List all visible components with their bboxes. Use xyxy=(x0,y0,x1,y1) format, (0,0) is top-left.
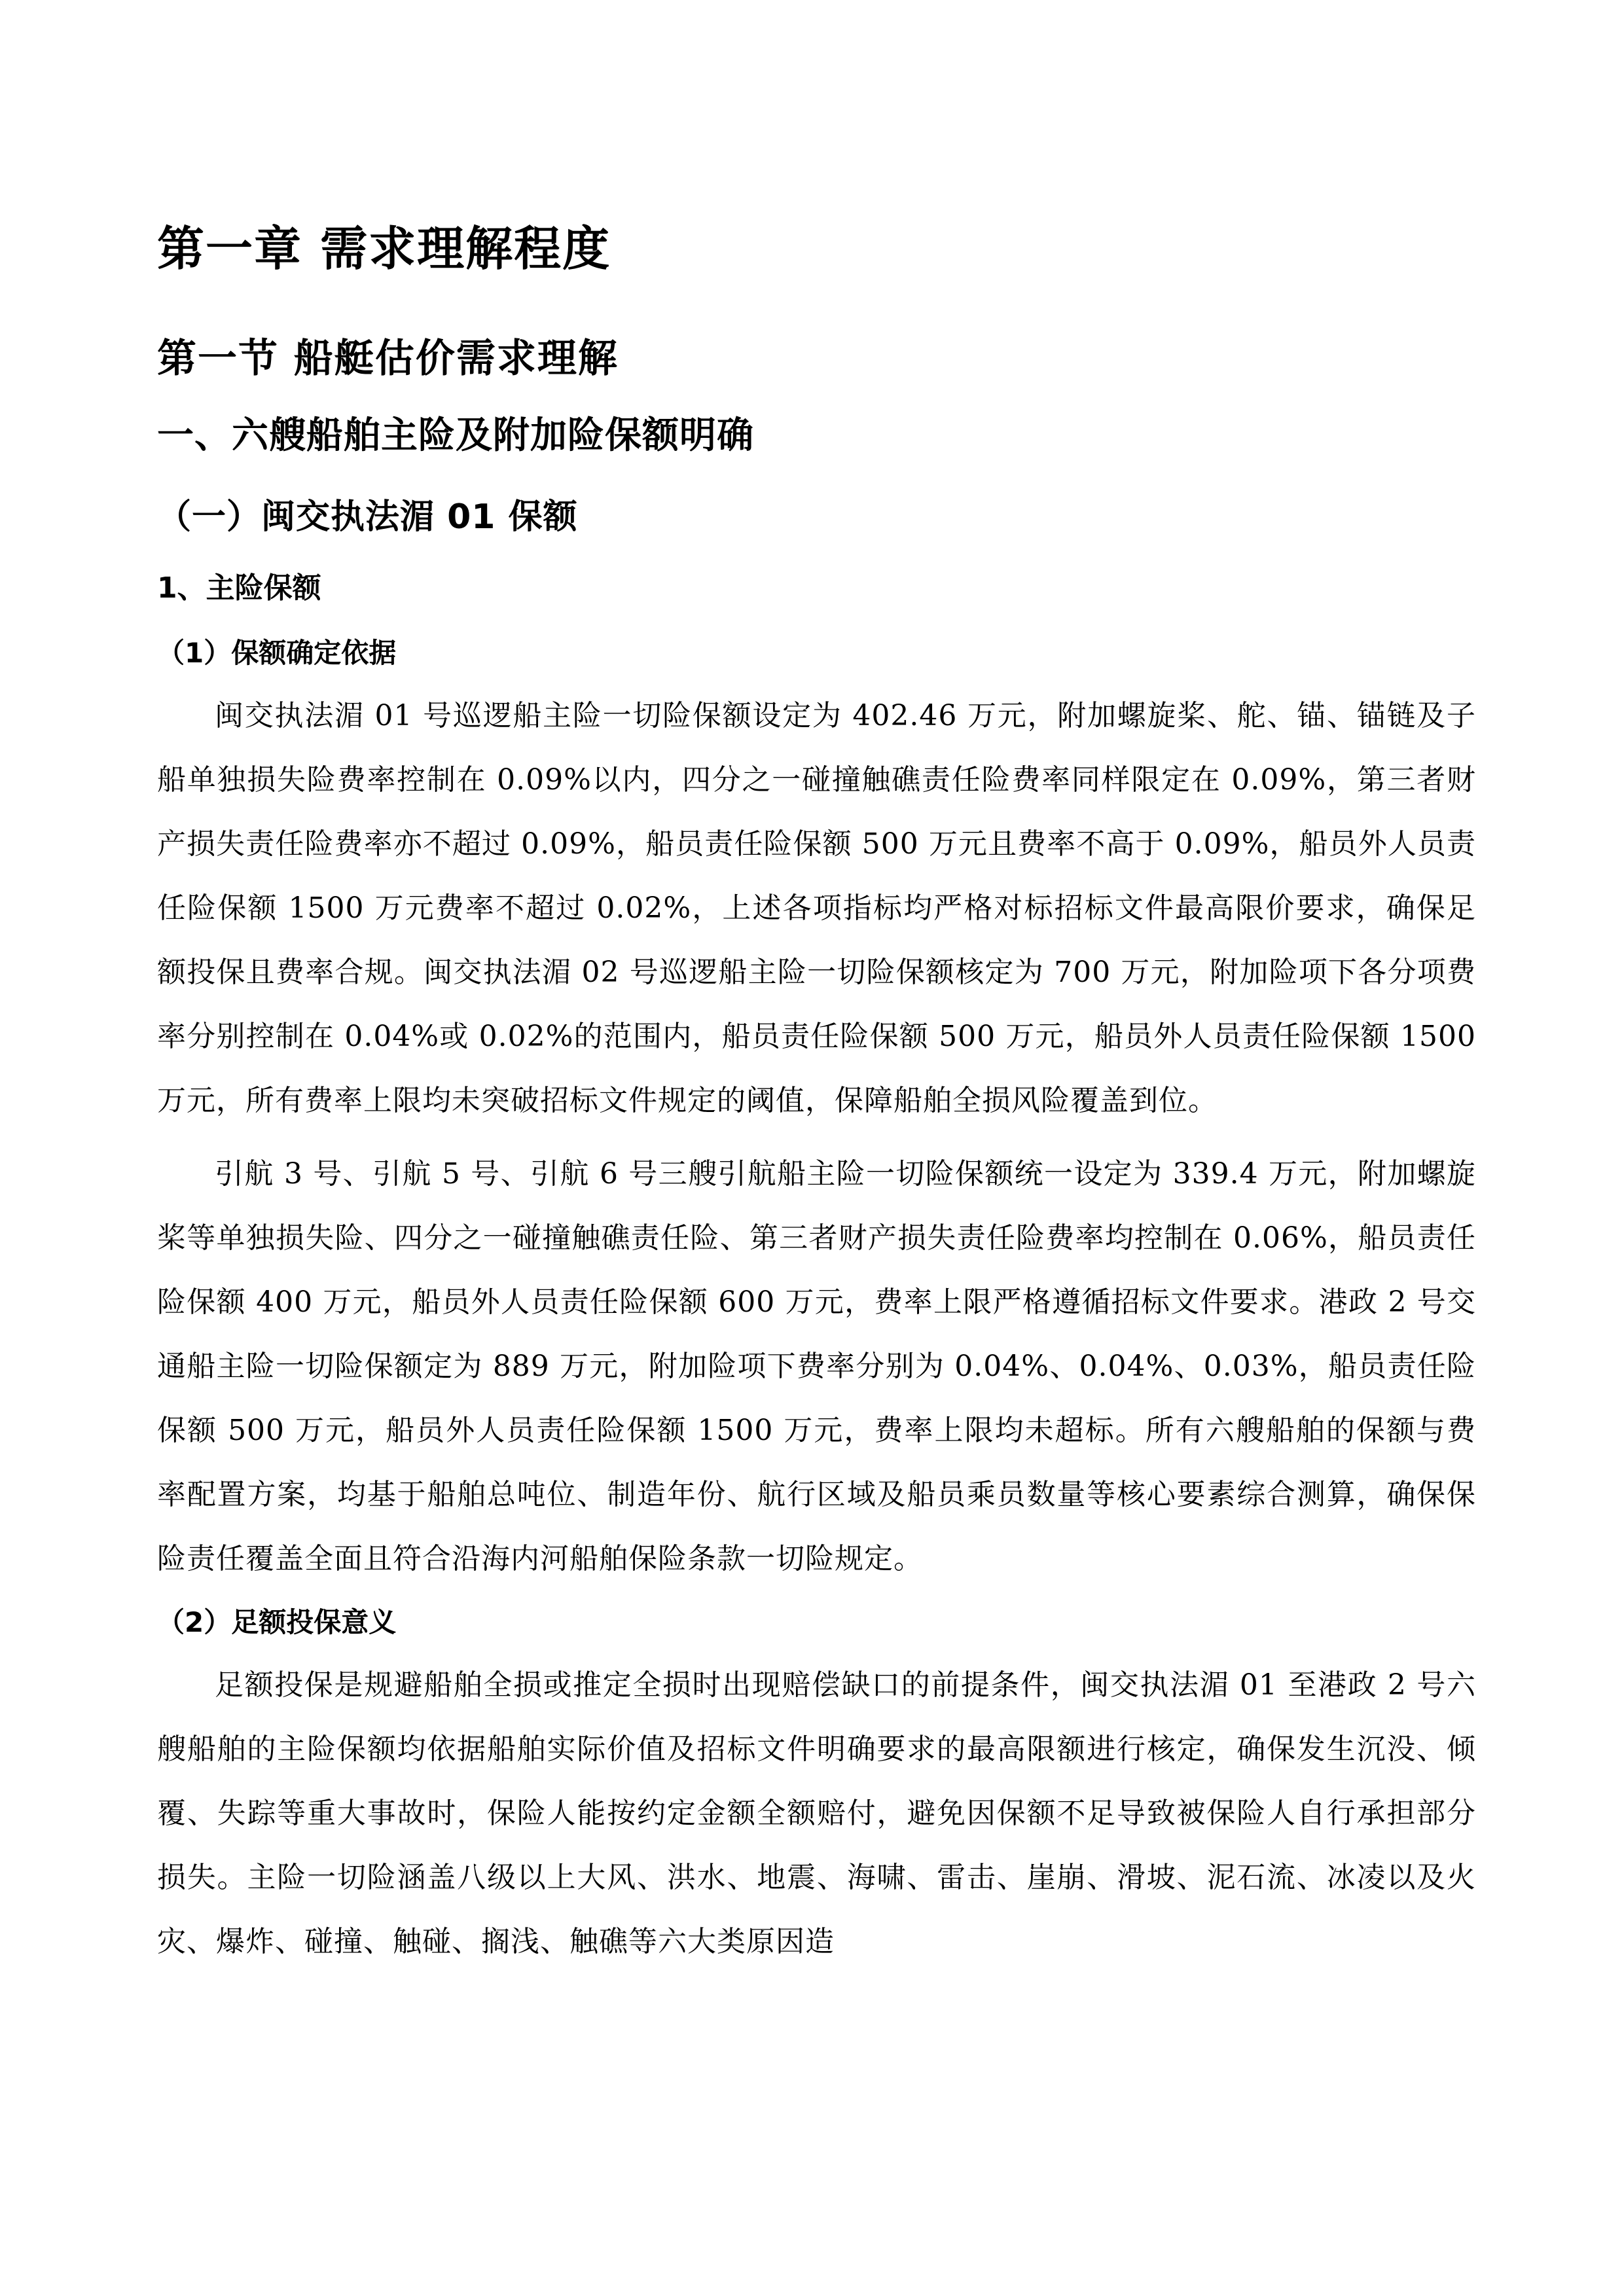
body-paragraph: 引航 3 号、引航 5 号、引航 6 号三艘引航船主险一切险保额统一设定为 339.4 万元，附加螺旋桨等单独损失险、四分之一碰撞触礁责任险、第三者财产损失责任险费率均控制在 0.06%，船员责任险保额 400 万元，船员外人员责任险保额 600 万元，费率上限严格遵循招标文件要求。港政 2 号交通船主险一切险保额定为 889 万元，附加险项下费率分别为 0.04%、0.04%、0.03%，船员责任险保额 500 万元，船员外人员责任险保额 1500 万元，费率上限均未超标。所有六艘船舶的保额与费率配置方案，均基于船舶总吨位、制造年份、航行区域及船员乘员数量等核心要素综合测算，确保保险责任覆盖全面且符合沿海内河船舶保险条款一切险规定。 xyxy=(157,1157,1476,1575)
subsection-title: 一、六艘船舶主险及附加险保额明确 xyxy=(157,414,754,457)
chapter-title: 第一章 需求理解程度 xyxy=(157,221,611,276)
body-paragraph: 闽交执法湄 01 号巡逻船主险一切险保额设定为 402.46 万元，附加螺旋桨、舵、锚、锚链及子船单独损失险费率控制在 0.09%以内，四分之一碰撞触礁责任险费率同样限定在 0.09%，第三者财产损失责任险费率亦不超过 0.09%，船员责任险保额 500 万元且费率不高于 0.09%，船员外人员责任险保额 1500 万元费率不超过 0.02%，上述各项指标均严格对标招标文件最高限价要求，确保足额投保且费率合规。闽交执法湄 02 号巡逻船主险一切险保额核定为 700 万元，附加险项下各分项费率分别控制在 0.04%或 0.02%的范围内，船员责任险保额 500 万元，船员外人员责任险保额 1500 万元，所有费率上限均未突破招标文件规定的阈值，保障船舶全损风险覆盖到位。 xyxy=(157,699,1476,1117)
body-paragraph: 足额投保是规避船舶全损或推定全损时出现赔偿缺口的前提条件，闽交执法湄 01 至港政 2 号六艘船舶的主险保额均依据船舶实际价值及招标文件明确要求的最高限额进行核定，确保发生沉没、倾覆、失踪等重大事故时，保险人能按约定金额全额赔付，避免因保额不足导致被保险人自行承担部分损失。主险一切险涵盖八级以上大风、洪水、地震、海啸、雷击、崖崩、滑坡、泥石流、冰凌以及火灾、爆炸、碰撞、触碰、搁浅、触礁等六大类原因造 xyxy=(157,1668,1476,1958)
point-title-significance: （2）足额投保意义 xyxy=(157,1606,397,1638)
document-body xyxy=(157,209,1476,1974)
point-title-basis: （1）保额确定依据 xyxy=(157,637,397,669)
item-title: 1、主险保额 xyxy=(157,571,321,605)
section-title: 第一节 船艇估价需求理解 xyxy=(157,336,619,382)
subsubsection-title: （一）闽交执法湄 01 保额 xyxy=(157,497,578,537)
